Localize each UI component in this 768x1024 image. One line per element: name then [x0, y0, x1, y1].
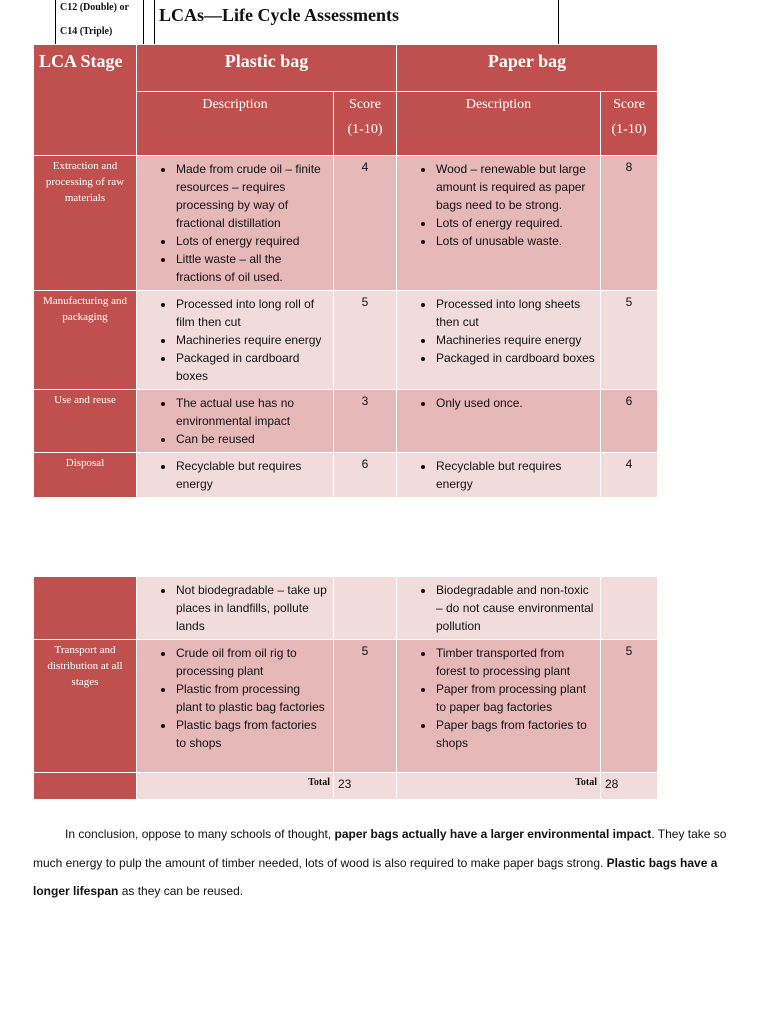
table-row: [34, 577, 658, 640]
conclusion-emphasis: paper bags actually have a larger environmental impact: [334, 827, 652, 841]
plastic-description-list: [137, 453, 333, 497]
stage-cell: Disposal: [34, 453, 137, 498]
paper-total: 28: [601, 773, 658, 800]
total-label: Total: [137, 773, 334, 800]
stage-cell: Use and reuse: [34, 390, 137, 453]
paper-description-cell: [397, 577, 601, 640]
plastic-total: 23: [334, 773, 397, 800]
unit-tag-line1: C12 (Double) or: [60, 2, 129, 13]
list-item: • Paper bags from factories to shops: [435, 716, 596, 752]
stage-cell: Transport and distribution at all stages: [34, 640, 137, 773]
plastic-score-cell: 5: [334, 291, 397, 390]
list-item: • Recyclable but requires energy: [435, 457, 596, 493]
table-row: [34, 390, 658, 453]
col-header-stage: LCA Stage: [34, 45, 137, 156]
plastic-description-cell: [137, 390, 334, 453]
list-item: • Plastic from processing plant to plastic bag factories: [175, 680, 329, 716]
plastic-score-cell: 6: [334, 453, 397, 498]
subheader-description: Description: [397, 92, 601, 156]
list-item: • Biodegradable and non-toxic – do not cause environmental pollution: [435, 581, 596, 635]
paper-score-cell: 8: [601, 156, 658, 291]
list-item: • Recyclable but requires energy: [175, 457, 329, 493]
list-item: • Machineries require energy: [435, 331, 596, 349]
table-row: [34, 453, 658, 498]
plastic-score-cell: 4: [334, 156, 397, 291]
list-item: • Little waste – all the fractions of oil used.: [175, 250, 329, 286]
subheader-description: Description: [137, 92, 334, 156]
paper-score-cell: 6: [601, 390, 658, 453]
paper-description-list: [397, 390, 600, 416]
plastic-description-cell: [137, 453, 334, 498]
list-item: • Lots of unusable waste.: [435, 232, 596, 250]
conclusion-text: as they can be reused.: [118, 884, 244, 898]
paper-description-cell: [397, 640, 601, 773]
conclusion-emphasis: Plastic bags have a longer lifespan: [33, 855, 718, 898]
paper-score-cell: 5: [601, 291, 658, 390]
paper-description-list: [397, 577, 600, 639]
paper-score-cell: 4: [601, 453, 658, 498]
title-box: [154, 0, 559, 45]
list-item: • Processed into long roll of film then cut: [175, 295, 329, 331]
paper-description-cell: [397, 453, 601, 498]
paper-score-cell: [601, 577, 658, 640]
plastic-description-cell: [137, 640, 334, 773]
col-header-paper: Paper bag: [397, 45, 658, 92]
unit-tag-box: [55, 0, 144, 45]
paper-score-cell: 5: [601, 640, 658, 773]
total-stage-cell: [34, 773, 137, 800]
list-item: • Packaged in cardboard boxes: [435, 349, 596, 367]
list-item: • Not biodegradable – take up places in landfills, pollute lands: [175, 581, 329, 635]
score-label: Score: [613, 97, 645, 112]
list-item: • Machineries require energy: [175, 331, 329, 349]
plastic-description-cell: [137, 156, 334, 291]
paper-description-cell: [397, 390, 601, 453]
list-item: • Lots of energy required: [175, 232, 329, 250]
list-item: • Lots of energy required.: [435, 214, 596, 232]
plastic-description-cell: [137, 577, 334, 640]
plastic-description-cell: [137, 291, 334, 390]
subheader-score: [601, 92, 658, 156]
plastic-description-list: [137, 291, 333, 389]
list-item: • Wood – renewable but large amount is required as paper bags need to be strong.: [435, 160, 596, 214]
stage-cell: Extraction and processing of raw materials: [34, 156, 137, 291]
paper-description-list: [397, 640, 600, 756]
paper-description-list: [397, 156, 600, 254]
table-row: [34, 156, 658, 291]
paper-description-list: [397, 453, 600, 497]
plastic-description-list: [137, 640, 333, 756]
lca-table-continued: [33, 576, 658, 800]
list-item: • Made from crude oil – finite resources – requires processing by way of fractional distillation: [175, 160, 329, 232]
list-item: • Crude oil from oil rig to processing plant: [175, 644, 329, 680]
subheader-score: [334, 92, 397, 156]
conclusion-paragraph: [33, 820, 735, 906]
list-item: • Only used once.: [435, 394, 596, 412]
stage-cell: Manufacturing and packaging: [34, 291, 137, 390]
lca-table: [33, 44, 658, 498]
list-item: • Processed into long sheets then cut: [435, 295, 596, 331]
score-range: (1-10): [611, 122, 647, 137]
unit-tag-line2: C14 (Triple): [60, 26, 113, 37]
plastic-description-list: [137, 577, 333, 639]
score-range: (1-10): [347, 122, 383, 137]
list-item: • Can be reused: [175, 430, 329, 448]
col-header-plastic: Plastic bag: [137, 45, 397, 92]
paper-description-list: [397, 291, 600, 371]
total-label: Total: [397, 773, 601, 800]
list-item: • Packaged in cardboard boxes: [175, 349, 329, 385]
score-label: Score: [349, 97, 381, 112]
table-row: [34, 291, 658, 390]
list-item: • The actual use has no environmental impact: [175, 394, 329, 430]
plastic-description-list: [137, 390, 333, 452]
table-row: [34, 640, 658, 773]
list-item: • Timber transported from forest to processing plant: [435, 644, 596, 680]
plastic-score-cell: [334, 577, 397, 640]
conclusion-text: . They take so much energy to pulp the amount of timber needed, lots of wood is also required to make paper bags strong.: [33, 827, 727, 870]
list-item: • Paper from processing plant to paper bag factories: [435, 680, 596, 716]
page-title: LCAs—Life Cycle Assessments: [159, 5, 399, 25]
plastic-score-cell: 5: [334, 640, 397, 773]
paper-description-cell: [397, 156, 601, 291]
plastic-description-list: [137, 156, 333, 290]
paper-description-cell: [397, 291, 601, 390]
conclusion-text: In conclusion, oppose to many schools of thought,: [65, 827, 335, 841]
plastic-score-cell: 3: [334, 390, 397, 453]
list-item: • Plastic bags from factories to shops: [175, 716, 329, 752]
stage-cell: [34, 577, 137, 640]
